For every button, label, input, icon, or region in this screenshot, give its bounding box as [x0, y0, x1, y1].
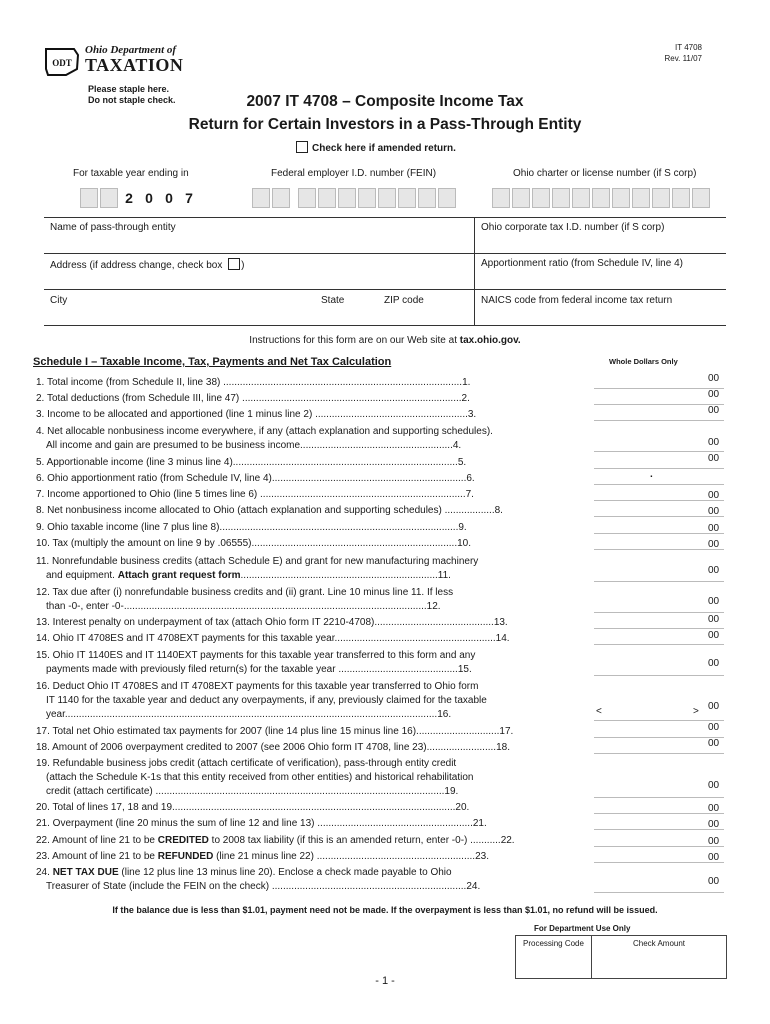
schedule-line: [36, 680, 588, 722]
grid-line: [44, 253, 726, 254]
year-blank-1: [80, 188, 98, 208]
apportionment-ratio-label: Apportionment ratio (from Schedule IV, line 4): [481, 258, 683, 269]
form-title-line2: Return for Certain Investors in a Pass-Through Entity: [188, 116, 582, 133]
cents-value: 00: [708, 389, 720, 400]
cents-value: 00: [708, 852, 720, 863]
schedule-line-text: 14. Ohio IT 4708ES and IT 4708EXT payments for this taxable year..........................................................14.: [36, 633, 510, 644]
schedule-line-text: 4. Net allocable nonbusiness income everywhere, if any (attach explanation and supporting schedules).: [36, 426, 493, 437]
corp-tax-id-label: Ohio corporate tax I.D. number (if S corp): [481, 222, 665, 233]
schedule-line: [36, 488, 588, 502]
schedule-line-text: 7. Income apportioned to Ohio (line 5 times line 6) ..........................................................................7.: [36, 489, 474, 500]
charter-box: [592, 188, 610, 208]
amount-input[interactable]: [594, 468, 724, 469]
schedule-line: [36, 521, 588, 535]
schedule-line: [36, 632, 588, 646]
schedule-line-text: 17. Total net Ohio estimated tax payments for 2007 (line 14 plus line 15 minus line 16)..............................17.: [36, 726, 514, 737]
amount-input[interactable]: [594, 862, 724, 863]
cents-value: 00: [708, 876, 720, 887]
fein-box: [252, 188, 270, 208]
schedule-line-text: year......................................................................................................................................16.: [46, 709, 452, 720]
charter-box: [692, 188, 710, 208]
entity-name-field[interactable]: [50, 222, 470, 250]
amended-label: Check here if amended return.: [312, 143, 456, 154]
schedule-line-text: 18. Amount of 2006 overpayment credited to 2007 (see 2006 Ohio form IT 4708, line 23).........................18.: [36, 742, 510, 753]
form-id-block: [664, 42, 702, 64]
cents-value: 00: [708, 490, 720, 501]
address-field[interactable]: [50, 258, 470, 286]
schedule-line-text: payments made with previously filed return(s) for the taxable year ...........................................15.: [46, 664, 472, 675]
amount-input[interactable]: [594, 628, 724, 629]
cents-value: .: [650, 469, 653, 480]
schedule-line-text: 12. Tax due after (i) nonrefundable business credits and (ii) grant. Line 10 minus line 11. If less: [36, 587, 454, 598]
grid-divider: [474, 217, 475, 325]
charter-number-field[interactable]: [492, 186, 722, 210]
cents-value: 00: [708, 437, 720, 448]
cents-value: 00: [708, 506, 720, 517]
cents-value: 00: [708, 836, 720, 847]
amended-checkbox[interactable]: [296, 141, 308, 153]
schedule-line-text: 23. Amount of line 21 to be REFUNDED (line 21 minus line 22) .........................................................23.: [36, 851, 489, 862]
schedule-line-text: credit (attach certificate) ........................................................................................................19.: [46, 786, 459, 797]
cents-value: 00: [708, 722, 720, 733]
schedule-line-text: 5. Apportionable income (line 3 minus line 4).................................................................................5.: [36, 457, 467, 468]
schedule-line: [36, 456, 588, 470]
page-number: - 1 -: [375, 975, 395, 987]
taxable-year-field[interactable]: [78, 186, 218, 210]
schedule-line: [36, 616, 588, 630]
fein-box: [438, 188, 456, 208]
year-blank-2: [100, 188, 118, 208]
schedule-line-text: 22. Amount of line 21 to be CREDITED to 2008 tax liability (if this is an amended return, enter -0-) ...........22.: [36, 835, 515, 846]
agency-name: Ohio Department of: [85, 44, 177, 56]
charter-box: [512, 188, 530, 208]
charter-box: [572, 188, 590, 208]
amount-input[interactable]: [594, 404, 724, 405]
grid-line: [44, 217, 726, 218]
address-change-checkbox[interactable]: [228, 258, 240, 270]
fein-box: [398, 188, 416, 208]
schedule-line: [36, 555, 588, 583]
schedule-line-text: (attach the Schedule K-1s that this entity received from other entities) and historical rehabilitation: [46, 772, 474, 783]
amount-input[interactable]: [594, 737, 724, 738]
schedule-line: [36, 376, 588, 390]
schedule-line-text: 2. Total deductions (from Schedule III, line 47) ...............................................................................2.: [36, 393, 470, 404]
amended-return-option[interactable]: [296, 141, 456, 154]
cents-value: 00: [708, 819, 720, 830]
amount-input[interactable]: [594, 549, 724, 550]
schedule-line-text: 24. NET TAX DUE (line 12 plus line 13 minus line 20). Enclose a check made payable to Ohio: [36, 867, 452, 878]
check-amount-label: Check Amount: [632, 939, 686, 948]
cents-value: 00: [708, 803, 720, 814]
schedule-line: [36, 472, 588, 486]
cents-value: 00: [708, 614, 720, 625]
ohio-state-logo-icon: [44, 47, 80, 77]
instructions-note: [0, 335, 770, 346]
schedule-line: [36, 537, 588, 551]
cents-value: 00: [708, 523, 720, 534]
schedule-line: [36, 801, 588, 815]
fein-box: [378, 188, 396, 208]
apportionment-ratio-field[interactable]: [481, 258, 721, 286]
amount-input[interactable]: [594, 451, 724, 452]
cents-value: 00: [708, 565, 720, 576]
schedule-line: [36, 408, 588, 422]
cents-value: 00: [708, 780, 720, 791]
fein-box: [272, 188, 290, 208]
grid-line: [44, 325, 726, 326]
schedule-line-text: 6. Ohio apportionment ratio (from Schedule IV, line 4)......................................................................6.: [36, 473, 475, 484]
cents-value: 00: [708, 539, 720, 550]
schedule-line-text: 15. Ohio IT 1140ES and IT 1140EXT payments for this taxable year transferred to this form and any: [36, 650, 476, 661]
entity-name-label: Name of pass-through entity: [50, 222, 176, 233]
amount-input[interactable]: [594, 829, 724, 830]
department-use-box: [515, 935, 727, 979]
fein-field[interactable]: [250, 186, 478, 210]
bracket-open: <: [596, 706, 602, 717]
amount-input[interactable]: [594, 675, 724, 676]
schedule-line: [36, 725, 588, 739]
year-digit: 7: [180, 188, 198, 208]
amount-input[interactable]: [594, 420, 724, 421]
schedule-line-text: Treasurer of State (include the FEIN on the check) ......................................................................24.: [46, 881, 481, 892]
amount-input[interactable]: [594, 753, 724, 754]
cents-value: 00: [708, 630, 720, 641]
whole-dollars-label: Whole Dollars Only: [609, 357, 678, 366]
schedule-line-text: and equipment. Attach grant request form.......................................................................11.: [46, 570, 451, 581]
logo-text: ODT: [52, 58, 72, 68]
charter-box: [552, 188, 570, 208]
instructions-link[interactable]: tax.ohio.gov.: [459, 335, 521, 346]
year-digit: 0: [140, 188, 158, 208]
naics-label: NAICS code from federal income tax return: [481, 295, 673, 306]
schedule-line: [36, 834, 588, 848]
cents-value: 00: [708, 658, 720, 669]
cents-value: 00: [708, 373, 720, 384]
schedule-line-text: 9. Ohio taxable income (line 7 plus line 8)......................................................................................9.: [36, 522, 467, 533]
charter-box: [672, 188, 690, 208]
address-label: Address (if address change, check box: [50, 260, 223, 271]
amount-input[interactable]: [594, 516, 724, 517]
schedule-line-text: 19. Refundable business jobs credit (attach certificate of verification), pass-through entity credit: [36, 758, 457, 769]
zip-label: ZIP code: [384, 295, 424, 306]
schedule-line: [36, 817, 588, 831]
naics-field[interactable]: [481, 295, 721, 323]
city-field[interactable]: [50, 295, 310, 323]
schedule-line-text: 13. Interest penalty on underpayment of tax (attach Ohio form IT 2210-4708)...........................................13.: [36, 617, 508, 628]
amount-input[interactable]: [594, 500, 724, 501]
schedule-line-text: than -0-, enter -0-.............................................................................................................12.: [46, 601, 441, 612]
fein-box: [298, 188, 316, 208]
fein-box: [318, 188, 336, 208]
schedule-line-text: 1. Total income (from Schedule II, line 38) ......................................................................................1.: [36, 377, 471, 388]
amount-input[interactable]: [594, 892, 724, 893]
schedule-line-text: 21. Overpayment (line 20 minus the sum of line 12 and line 13) ........................................................21.: [36, 818, 487, 829]
cents-value: 00: [708, 405, 720, 416]
year-digit: 2: [120, 188, 138, 208]
schedule-line: [36, 392, 588, 406]
form-number: IT 4708: [675, 43, 702, 52]
charter-box: [612, 188, 630, 208]
bracket-close: >: [693, 706, 699, 717]
address-label-close: ): [241, 260, 245, 271]
amount-input[interactable]: [594, 644, 724, 645]
balance-note: If the balance due is less than $1.01, payment need not be made. If the overpayment is less than $1.01, no refund will be issued.: [112, 905, 658, 915]
year-digit: 0: [160, 188, 178, 208]
charter-box: [532, 188, 550, 208]
charter-box: [492, 188, 510, 208]
zip-field[interactable]: [384, 295, 470, 323]
state-field[interactable]: [321, 295, 376, 323]
schedule-line-text: 16. Deduct Ohio IT 4708ES and IT 4708EXT payments for this taxable year transferred to Ohio form: [36, 681, 479, 692]
schedule-line-text: 11. Nonrefundable business credits (attach Schedule E) and grant for new manufacturing machinery: [36, 556, 479, 567]
schedule-line: [36, 425, 588, 453]
taxable-year-label: For taxable year ending in: [73, 168, 189, 179]
cents-value: 00: [708, 596, 720, 607]
fein-box: [338, 188, 356, 208]
charter-box: [652, 188, 670, 208]
schedule-line: [36, 504, 588, 518]
schedule-line-text: 8. Net nonbusiness income allocated to Ohio (attach explanation and supporting schedules) ..................8.: [36, 505, 503, 516]
agency-taxation: TAXATION: [85, 55, 184, 75]
form-revision: Rev. 11/07: [664, 54, 702, 63]
amount-input[interactable]: [594, 797, 724, 798]
schedule-line-text: 20. Total of lines 17, 18 and 19......................................................................................................20.: [36, 802, 470, 813]
schedule-line-text: 3. Income to be allocated and apportioned (line 1 minus line 2) .......................................................3.: [36, 409, 477, 420]
schedule-line: [36, 586, 588, 614]
amount-input[interactable]: [594, 581, 724, 582]
cents-value: 00: [708, 701, 720, 712]
schedule-line: [36, 850, 588, 864]
fein-box: [418, 188, 436, 208]
amount-input[interactable]: [594, 846, 724, 847]
staple-line1: Please staple here.: [88, 84, 170, 94]
amount-input[interactable]: [594, 813, 724, 814]
corp-tax-id-field[interactable]: [481, 222, 721, 250]
amount-input[interactable]: [594, 533, 724, 534]
dept-use-label: For Department Use Only: [534, 924, 631, 933]
schedule-line: [36, 649, 588, 677]
processing-code-label: Processing Code: [523, 939, 584, 948]
schedule-line: [36, 866, 588, 894]
amount-input[interactable]: [594, 388, 724, 389]
instructions-text: Instructions for this form are on our Web site at: [249, 335, 460, 346]
amount-input[interactable]: [594, 720, 724, 721]
amount-input[interactable]: [594, 484, 724, 485]
amount-input[interactable]: [594, 612, 724, 613]
charter-label: Ohio charter or license number (if S corp): [513, 168, 697, 179]
cents-value: 00: [708, 453, 720, 464]
state-label: State: [321, 295, 345, 306]
staple-line2: Do not staple check.: [88, 95, 176, 105]
schedule-line: [36, 741, 588, 755]
grid-line: [44, 289, 726, 290]
form-title-line1: 2007 IT 4708 – Composite Income Tax: [246, 93, 524, 110]
fein-label: Federal employer I.D. number (FEIN): [271, 168, 437, 179]
charter-box: [632, 188, 650, 208]
schedule-line-text: 10. Tax (multiply the amount on line 9 by .06555)..........................................................................10.: [36, 538, 471, 549]
schedule-title: Schedule I – Taxable Income, Tax, Payments and Net Tax Calculation: [33, 356, 392, 368]
fein-box: [358, 188, 376, 208]
city-label: City: [50, 295, 68, 306]
schedule-line-text: IT 1140 for the taxable year and deduct any overpayments, if any, previously claimed for the taxable: [46, 695, 487, 706]
cents-value: 00: [708, 738, 720, 749]
schedule-line: [36, 757, 588, 799]
schedule-line-text: All income and gain are presumed to be business income.......................................................4.: [46, 440, 462, 451]
